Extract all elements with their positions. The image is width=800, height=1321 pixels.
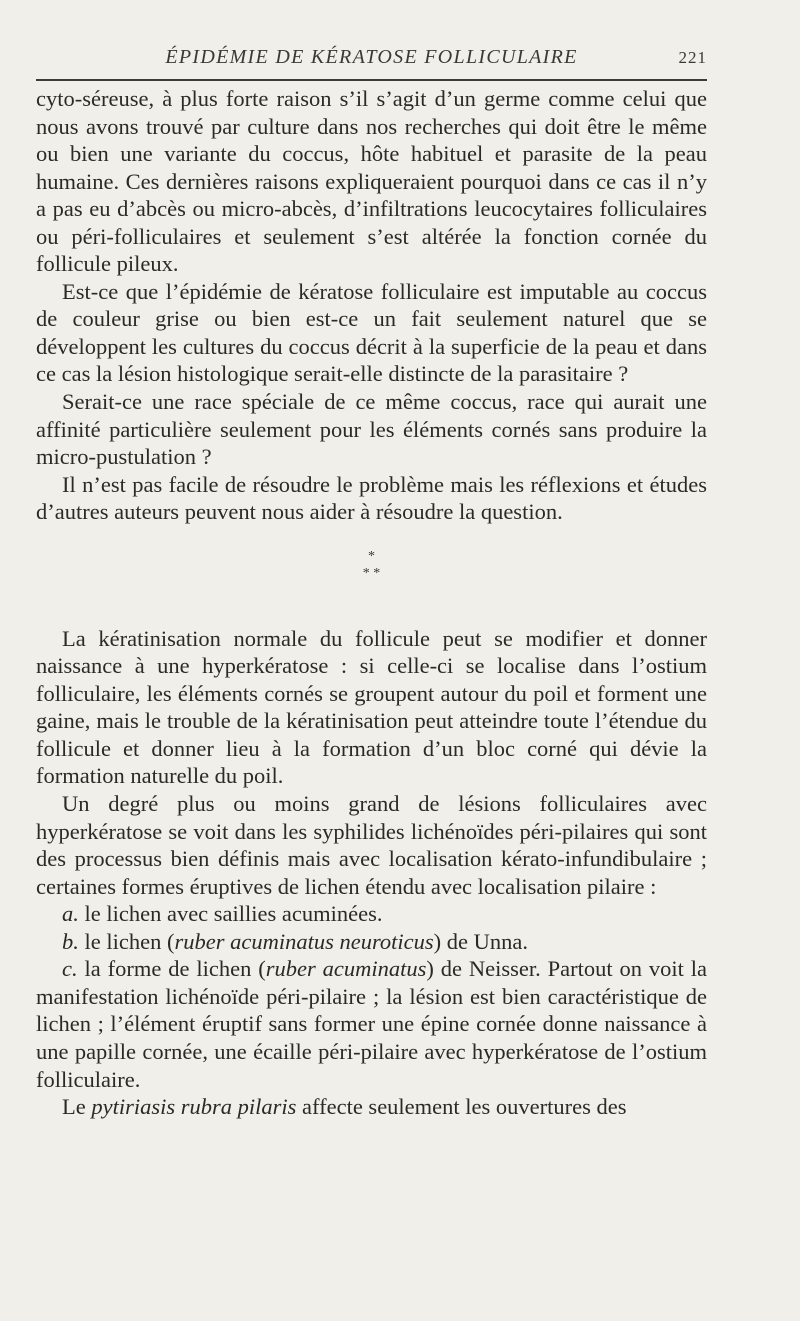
list-text-c-italic: ruber acuminatus xyxy=(265,956,427,982)
paragraph-2: Est-ce que l’épidémie de kératose folliculaire est imputable au coccus de couleur grise ou bien est-ce un fait seulement naturel que se développent les cultures du coccus décrit à la superficie de la peau et dans ce cas la lésion histologique serait-elle distincte de la parasitaire ? xyxy=(36,278,707,387)
list-item-b xyxy=(36,928,707,956)
list-text-c-before: la forme de lichen ( xyxy=(77,956,266,982)
paragraph-5: La kératinisation normale du follicule peut se modifier et donner naissance à une hyperkératose : si celle-ci se localise dans l’ostium folliculaire, les éléments cornés se groupent autour du poil et forment une gaine, mais le trouble de la kératinisation peut atteindre toute l’étendue du follicule et donner lieu à la formation d’un bloc corné qui dévie la formation naturelle du poil. xyxy=(36,625,707,789)
list-text-b-italic: ruber acuminatus neuroticus xyxy=(174,928,434,954)
list-marker-a: a. xyxy=(62,901,79,927)
paragraph-4: Il n’est pas facile de résoudre le problème mais les réflexions et études d’autres auteurs peuvent nous aider à résoudre la question. xyxy=(36,471,707,525)
paragraph-1: cyto-séreuse, à plus forte raison s’il s’agit d’un germe comme celui que nous avons trouvé par culture dans nos recherches qui doit être le même ou bien une variante du coccus, hôte habituel et parasite de la peau humaine. Ces dernières raisons expliqueraient pourquoi dans ce cas il n’y a pas eu d’abcès ou micro-abcès, d’infiltrations leucocytaires folliculaires ou péri-folliculaires et seulement s’est altérée la fonction cornée du follicule pileux. xyxy=(36,86,707,277)
list-marker-b: b. xyxy=(62,928,79,954)
list-item-c xyxy=(36,955,707,1093)
last-text-after: affecte seulement les ouvertures des xyxy=(296,1094,627,1120)
last-text-before: Le xyxy=(62,1094,92,1120)
paragraph-last xyxy=(36,1093,707,1121)
list-text-b-before: le lichen ( xyxy=(78,928,175,954)
page-number: 221 xyxy=(678,48,707,67)
list-text-a: le lichen avec saillies acuminées. xyxy=(78,901,383,927)
section-separator xyxy=(36,548,707,582)
paragraph-3: Serait-ce une race spéciale de ce même coccus, race qui aurait une affinité particulière seulement pour les éléments cornés sans produire la micro-pustulation ? xyxy=(36,389,707,470)
last-text-italic: pytiriasis rubra pilaris xyxy=(91,1094,297,1120)
page-header xyxy=(36,46,707,76)
paragraph-6: Un degré plus ou moins grand de lésions folliculaires avec hyperkératose se voit dans les syphilides lichénoïdes péri-pilaires qui sont des processus bien définis mais avec localisation kérato-infundibulaire ; certaines formes éruptives de lichen étendu avec localisation pilaire : xyxy=(36,791,707,899)
list-item-a xyxy=(36,900,707,928)
separator-stars-bottom: * * xyxy=(362,565,381,581)
separator-star-top: * xyxy=(368,548,375,564)
list-text-c-after: ) de Neisser. Partout on voit la manifestation lichénoïde péri-pilaire ; la lésion est bien caractéristique de lichen ; l’élément éruptif sans former une épine cornée donne naissance à une papille cornée, une écaille péri-pilaire avec hyperkératose de l’ostium folliculaire. xyxy=(36,956,707,1092)
list-text-b-after: ) de Unna. xyxy=(433,928,528,954)
body-text xyxy=(36,85,707,1121)
running-title: ÉPIDÉMIE DE KÉRATOSE FOLLICULAIRE xyxy=(165,46,578,68)
list-marker-c: c. xyxy=(62,956,78,982)
header-rule xyxy=(36,79,707,81)
